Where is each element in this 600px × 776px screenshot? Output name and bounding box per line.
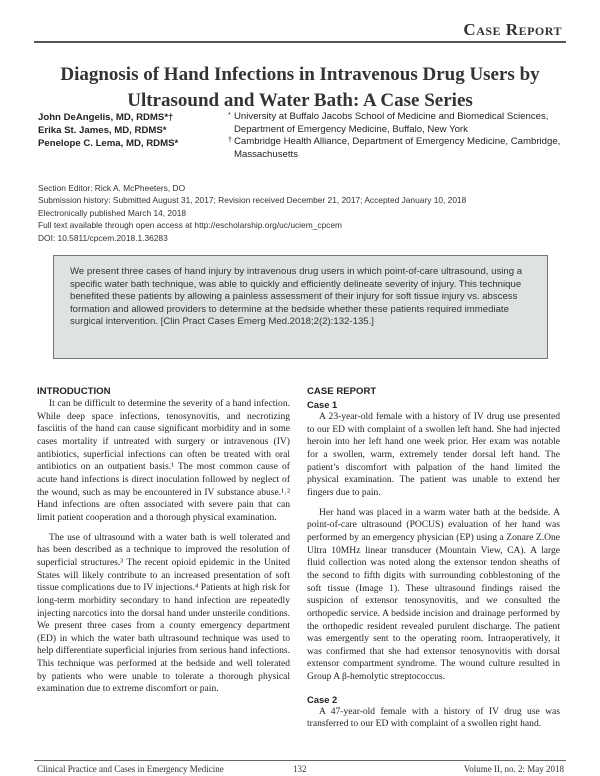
paragraph: A 47-year-old female with a history of IV drug use was transferred to our ED with complaint of a swollen right hand. — [307, 705, 560, 730]
affiliation-mark: * — [228, 112, 231, 119]
author: Penelope C. Lema, MD, RDMS* — [38, 138, 179, 149]
affiliation — [228, 136, 568, 161]
article-meta — [38, 182, 568, 244]
abstract-text: We present three cases of hand injury by intravenous drug users in which point-of-care ultrasound, using a specific water bath technique, was able to quickly and efficiently delineate severity of injury. This technique benefited these patients by allowing a painless assessment of their injury for soft tissue injury vs. abscess formation and allowed providers to determine at the bedside whether these patients required immediate surgical intervention. [Clin Pract Cases Emerg Med.2018;2(2):132-135.] — [70, 266, 523, 328]
paragraph: Her hand was placed in a warm water bath at the bedside. A point-of-care ultrasound (POCUS) evaluation of her hand was performed by an emergency physician (EP) using a Zonare Z.One Ultra 10MHz linear transducer (Mountain View, CA). A large fluid collection was noted along the extensor tendon sheaths of the second to fifth digits with surrounding cobblestoning of the soft tissue (Image 1). These ultrasound findings raised the suspicion of extensor tenosynovitis, and we consulted the orthopedic service. A bedside incision and drainage performed by the orthopedic resident revealed purulent discharge. The patient was emergently sent to the operating room. Intraoperatively, it was confirmed that she had extensor tenosynovitis with dorsal extensor compartment syndrome. The wound culture resulted in Group A β-hemolytic streptococcus. — [307, 506, 560, 683]
abstract-box — [53, 255, 548, 359]
section-label: Case Report — [463, 20, 562, 39]
header-rule — [34, 41, 566, 43]
author: Erika St. James, MD, RDMS* — [38, 125, 167, 136]
section-editor: Section Editor: Rick A. McPheeters, DO — [38, 183, 186, 193]
intro-heading: INTRODUCTION — [37, 386, 111, 397]
submission-history: Submission history: Submitted August 31, 2017; Revision received December 21, 2017; Accepted January 10, 2018 — [38, 195, 467, 206]
case-2-heading: Case 2 — [307, 693, 338, 705]
case-report-heading: CASE REPORT — [307, 386, 377, 397]
affiliation-list — [228, 111, 568, 161]
paragraph: It can be difficult to determine the severity of a hand infection. While deep space infections, tenosynovitis, and necrotizing fasciitis of the hand can cause significant morbidity and in some cases mortality if untreated with surgery or intravenous (IV) antibiotics, superficial infections can often be treated with oral antibiotics on an outpatient basis.¹ The most common cause of acute hand infections is direct inoculation followed by neglect of the wound, such as may be encountered in IV substance abuse.¹˒² Hand infections are often associated with severe pain that can limit patient cooperation and a thorough physical examination. — [37, 398, 290, 523]
case-1-heading: Case 1 — [307, 399, 338, 410]
open-access-link[interactable]: Full text available through open access at http://escholarship.org/uc/uciem_cpcem — [38, 220, 342, 231]
footer-journal: Clinical Practice and Cases in Emergency Medicine — [37, 764, 224, 774]
affiliation — [228, 111, 568, 136]
publish-date: Electronically published March 14, 2018 — [38, 207, 187, 218]
left-column — [37, 385, 290, 696]
paragraph: A 23-year-old female with a history of IV drug use presented to our ED with complaint of a swollen left hand. She had injected heroin into her left hand one week prior. Her exam was notable for a swollen, warm, extremely tender dorsal left hand. The patient’s discomfort with palpation of the hand limited the physical examination. The patient was unable to extend her fingers due to pain. — [307, 411, 560, 498]
footer-rule — [34, 760, 566, 761]
footer-page-number: 132 — [293, 764, 307, 774]
footer-issue: Volume II, no. 2: May 2018 — [463, 764, 564, 774]
article-title: Diagnosis of Hand Infections in Intravenous Drug Users by Ultrasound and Water Bath: A Case Series — [60, 64, 540, 111]
affiliation-text: Cambridge Health Alliance, Department of Emergency Medicine, Cambridge, Massachusetts — [234, 136, 561, 160]
affiliation-mark: † — [228, 137, 232, 144]
doi[interactable]: DOI: 10.5811/cpcem.2018.1.36283 — [38, 232, 168, 243]
affiliation-text: University at Buffalo Jacobs School of Medicine and Biomedical Sciences, Department of Emergency Medicine, Buffalo, New York — [234, 111, 549, 135]
paragraph: The use of ultrasound with a water bath is well tolerated and has been described as a technique to improved the resolution of superficial structures.³ The recent opioid epidemic in the United States will likely contribute to an increased presentation of soft tissue complications due to IV injections.⁴ Patients at high risk for long-term morbidity secondary to hand infection are repeatedly injecting narcotics into the dorsal hand under unsterile conditions. We present three cases from a county emergency department (ED) in which the water bath ultrasound technique was used to help differentiate superficial injuries from serious hand infections. This technique was performed at the bedside and well tolerated by patients who were unable to tolerate a thorough physical examination due to extreme discomfort or pain. — [37, 531, 290, 695]
right-column — [307, 385, 560, 731]
author: John DeAngelis, MD, RDMS*† — [38, 112, 174, 123]
author-list — [38, 111, 218, 150]
